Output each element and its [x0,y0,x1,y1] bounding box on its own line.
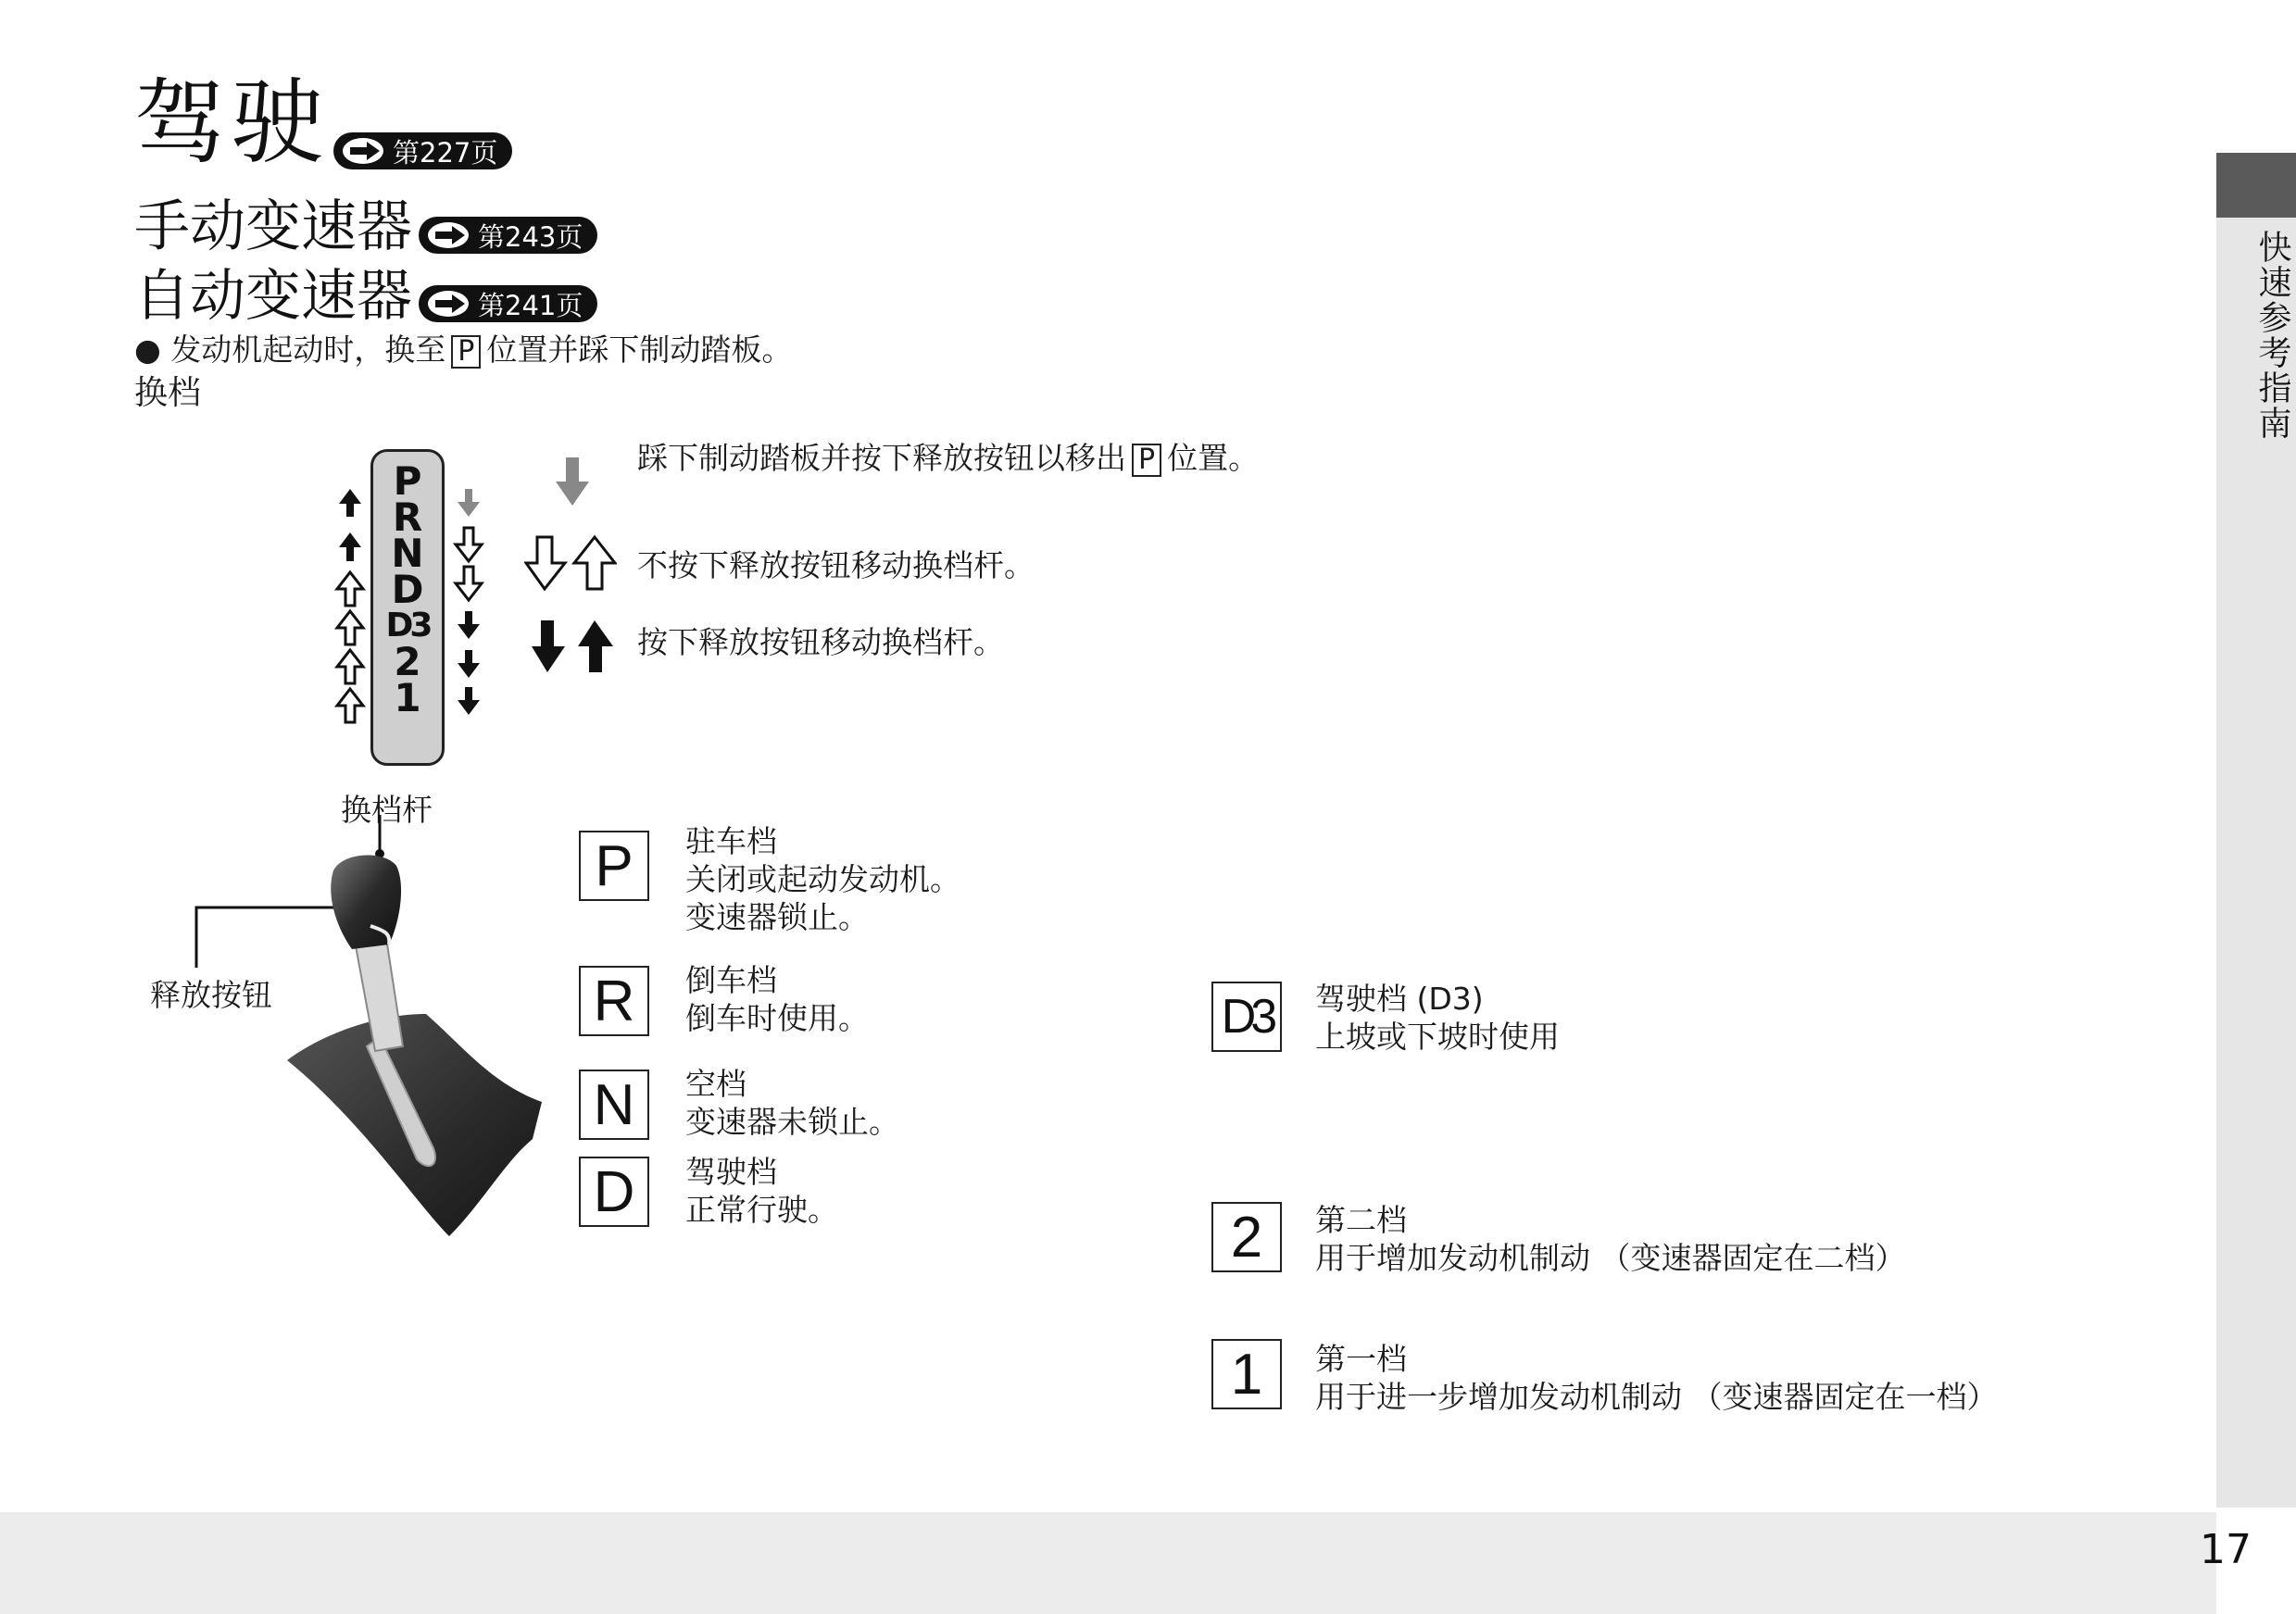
gear-box-p: P [579,831,649,901]
strip-letter: 1 [394,675,421,720]
gear-desc-d3 [1315,980,1560,1056]
gear-desc-line: 变速器锁止。 [685,899,869,935]
gear-box-n: N [579,1070,649,1140]
legend-release-park [637,439,1259,478]
arrow-right-icon [341,137,389,165]
gear-box-r: R [579,966,649,1036]
shift-lever-illustration [185,815,556,1241]
legend-with-release: 按下释放按钮移动换档杆。 [637,624,1004,660]
gear-name: 空档 [685,1066,747,1102]
shift-lever-label: 换档杆 [341,792,433,828]
legend-text: 位置。 [1167,440,1260,476]
manual-ref-text: 第243页 [478,220,583,253]
bullet-icon: ● [134,332,161,368]
hollow-updown-arrows-icon [524,533,617,593]
strip-letter: 2 [394,639,421,684]
title-ref-text: 第227页 [393,136,498,169]
gear-desc-line: 关闭或起动发动机。 [685,861,960,897]
strip-letter: P [393,458,422,504]
gear-box-d: D [579,1157,649,1227]
gear-desc-line: 正常行驶。 [685,1192,838,1228]
gear-box-1: 1 [1211,1339,1282,1409]
release-button-label: 释放按钮 [150,977,272,1013]
gear-desc-p [685,822,960,936]
arrow-right-icon [426,221,474,249]
gear-desc-d [685,1153,838,1229]
solid-updown-arrows-icon [532,617,615,676]
automatic-ref-link[interactable] [419,285,597,322]
side-tab-label[interactable]: 快速参考指南 [2253,230,2291,441]
intro-note [134,331,792,369]
gear-box-d3: D3 [1211,982,1282,1052]
gear-name: 第一档 [1315,1341,1407,1377]
gear-desc-2 [1315,1201,1906,1277]
legend-no-release: 不按下释放按钮移动换档杆。 [637,547,1035,583]
shift-down-arrows-icon [448,482,489,722]
gear-name: 第二档 [1315,1202,1407,1238]
page-title: 驾驶 [134,69,327,177]
gear-desc-n [685,1065,899,1141]
gray-down-arrow-icon [554,454,591,509]
gear-desc-line: 用于增加发动机制动 （变速器固定在二档） [1315,1240,1906,1276]
legend-text: 踩下制动踏板并按下释放按钮以移出 [637,440,1126,476]
gear-desc-1 [1315,1340,1998,1416]
title-ref-link[interactable] [333,132,512,169]
gear-name: 驻车档 [685,823,777,859]
gear-box-2: 2 [1211,1202,1282,1272]
gear-desc-r [685,961,869,1037]
footer-band [0,1512,2216,1614]
page-number: 17 [2200,1526,2252,1573]
gear-name: 驾驶档 [685,1154,777,1190]
manual-ref-link[interactable] [419,217,597,254]
arrow-right-icon [426,290,474,318]
section-title-manual: 手动变速器 [134,194,412,259]
gear-desc-line: 上坡或下坡时使用 [1315,1019,1560,1055]
strip-letter: N [391,531,424,576]
strip-letter: D [391,567,424,612]
strip-letter: R [392,494,423,540]
strip-letter: D3 [385,607,430,644]
gear-desc-line: 倒车时使用。 [685,1000,869,1036]
subheading-shift: 换档 [134,374,202,412]
shift-letters [373,458,442,720]
park-box: P [1132,444,1161,477]
section-title-automatic: 自动变速器 [134,264,412,329]
gear-desc-line: 变速器未锁止。 [685,1104,899,1140]
intro-note-after: 位置并踩下制动踏板。 [486,332,793,368]
gear-name: 驾驶档 (D3) [1315,981,1484,1017]
intro-note-before: 发动机起动时，换至 [170,332,446,368]
side-tab-marker [2216,153,2296,218]
park-box: P [451,335,481,369]
gear-desc-line: 用于进一步增加发动机制动 （变速器固定在一档） [1315,1379,1998,1415]
shift-up-arrows-icon [330,482,370,732]
automatic-ref-text: 第241页 [478,289,583,321]
gear-name: 倒车档 [685,962,777,998]
